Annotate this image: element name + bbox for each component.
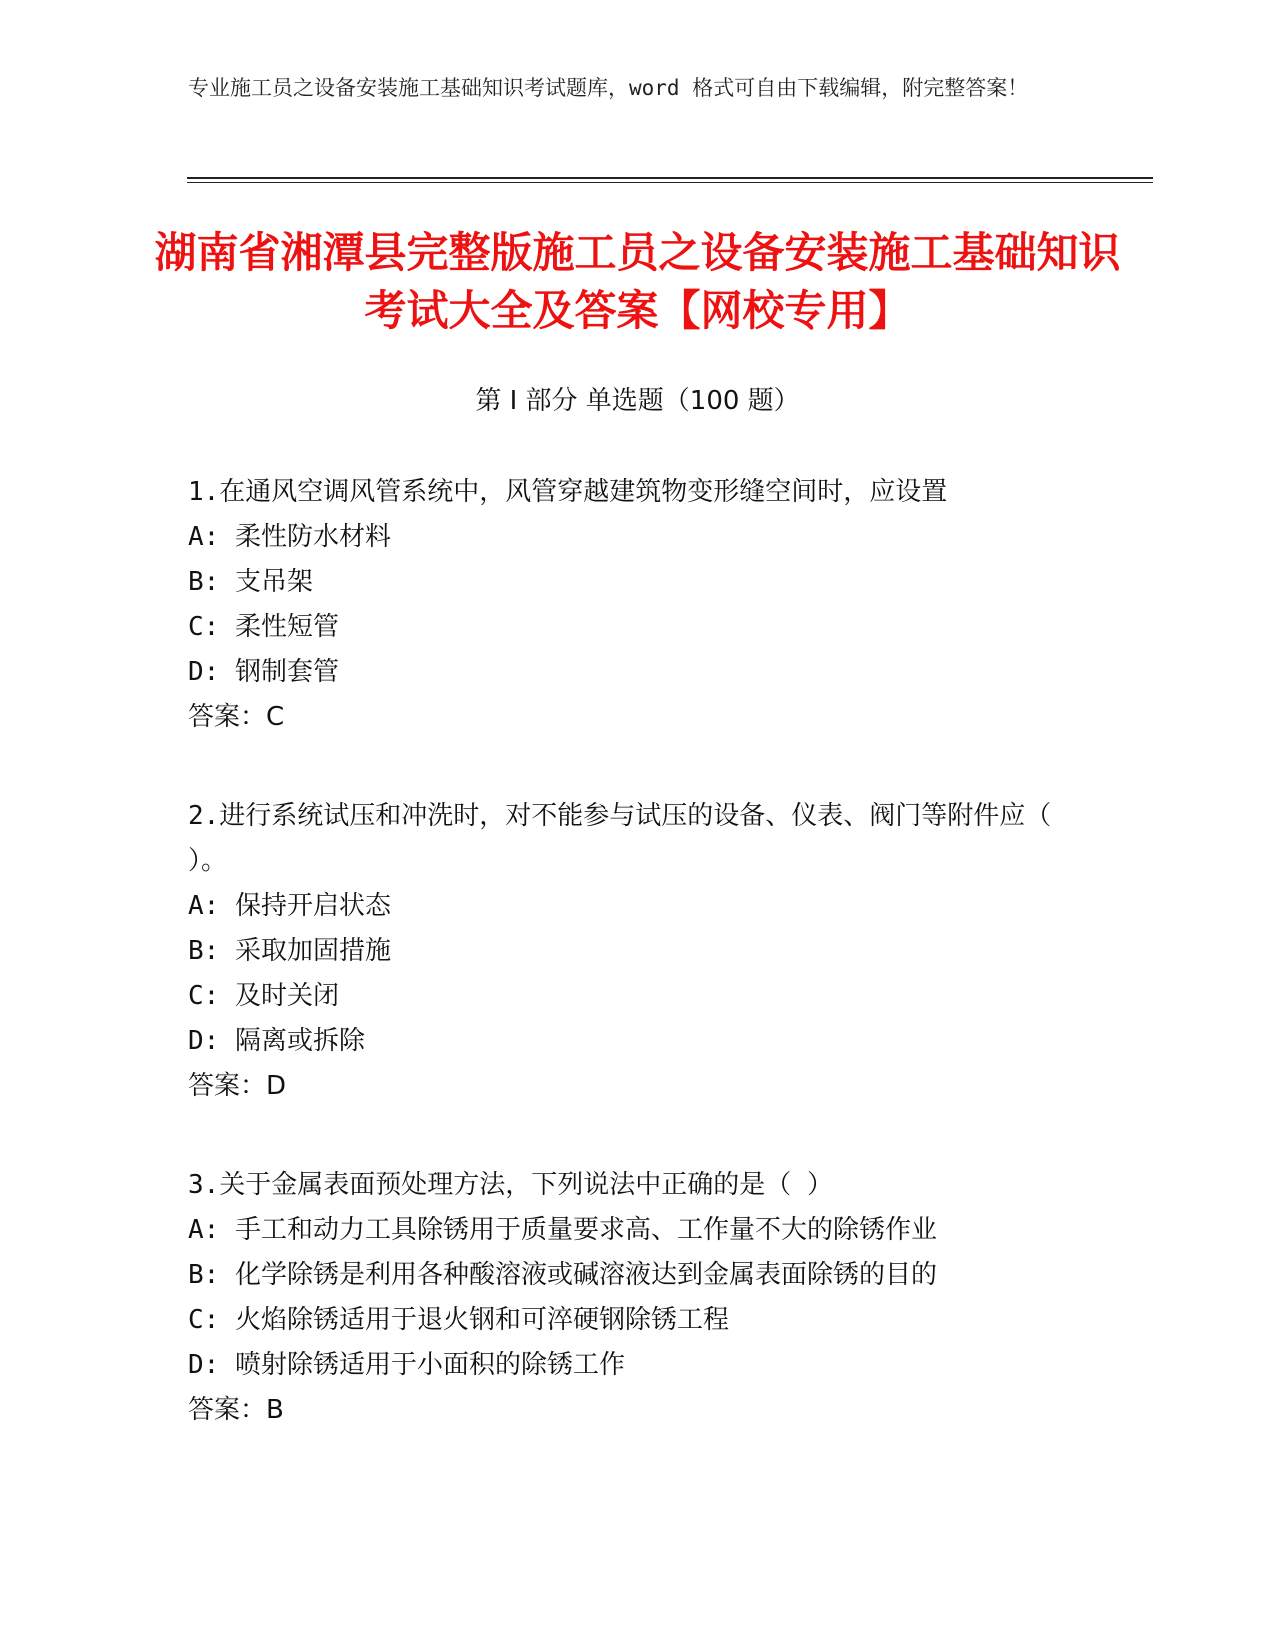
question-stem: 3.关于金属表面预处理方法，下列说法中正确的是（ ） bbox=[188, 1170, 833, 1200]
option-a: A: 保持开启状态 bbox=[188, 891, 391, 921]
question-1 bbox=[188, 470, 1088, 740]
header-divider-thick bbox=[187, 177, 1153, 179]
question-stem: 1.在通风空调风管系统中，风管穿越建筑物变形缝空间时，应设置 bbox=[188, 477, 948, 507]
answer: 答案：D bbox=[188, 1071, 287, 1101]
option-a: A: 手工和动力工具除锈用于质量要求高、工作量不大的除锈作业 bbox=[188, 1215, 937, 1245]
option-d: D: 喷射除锈适用于小面积的除锈工作 bbox=[188, 1350, 625, 1380]
header-note: 专业施工员之设备安装施工基础知识考试题库，word 格式可自由下载编辑，附完整答案！ bbox=[188, 76, 1029, 100]
question-stem: 2.进行系统试压和冲洗时，对不能参与试压的设备、仪表、阀门等附件应（ ）。 bbox=[188, 801, 1067, 876]
answer: 答案：C bbox=[188, 702, 285, 732]
option-b: B: 支吊架 bbox=[188, 567, 313, 597]
option-b: B: 化学除锈是利用各种酸溶液或碱溶液达到金属表面除锈的目的 bbox=[188, 1260, 937, 1290]
option-b: B: 采取加固措施 bbox=[188, 936, 391, 966]
section-heading: 第 I 部分 单选题（100 题） bbox=[475, 386, 800, 416]
option-c: C: 柔性短管 bbox=[188, 612, 339, 642]
option-c: C: 火焰除锈适用于退火钢和可淬硬钢除锈工程 bbox=[188, 1305, 729, 1335]
option-c: C: 及时关闭 bbox=[188, 981, 339, 1011]
header-divider-thin bbox=[187, 182, 1153, 183]
document-title: 湖南省湘潭县完整版施工员之设备安装施工基础知识考试大全及答案【网校专用】 bbox=[154, 228, 1121, 335]
question-list bbox=[188, 470, 1088, 1487]
option-a: A: 柔性防水材料 bbox=[188, 522, 391, 552]
option-d: D: 隔离或拆除 bbox=[188, 1026, 365, 1056]
option-d: D: 钢制套管 bbox=[188, 657, 339, 687]
answer: 答案：B bbox=[188, 1395, 284, 1425]
question-3 bbox=[188, 1163, 1088, 1433]
question-2 bbox=[188, 794, 1088, 1109]
